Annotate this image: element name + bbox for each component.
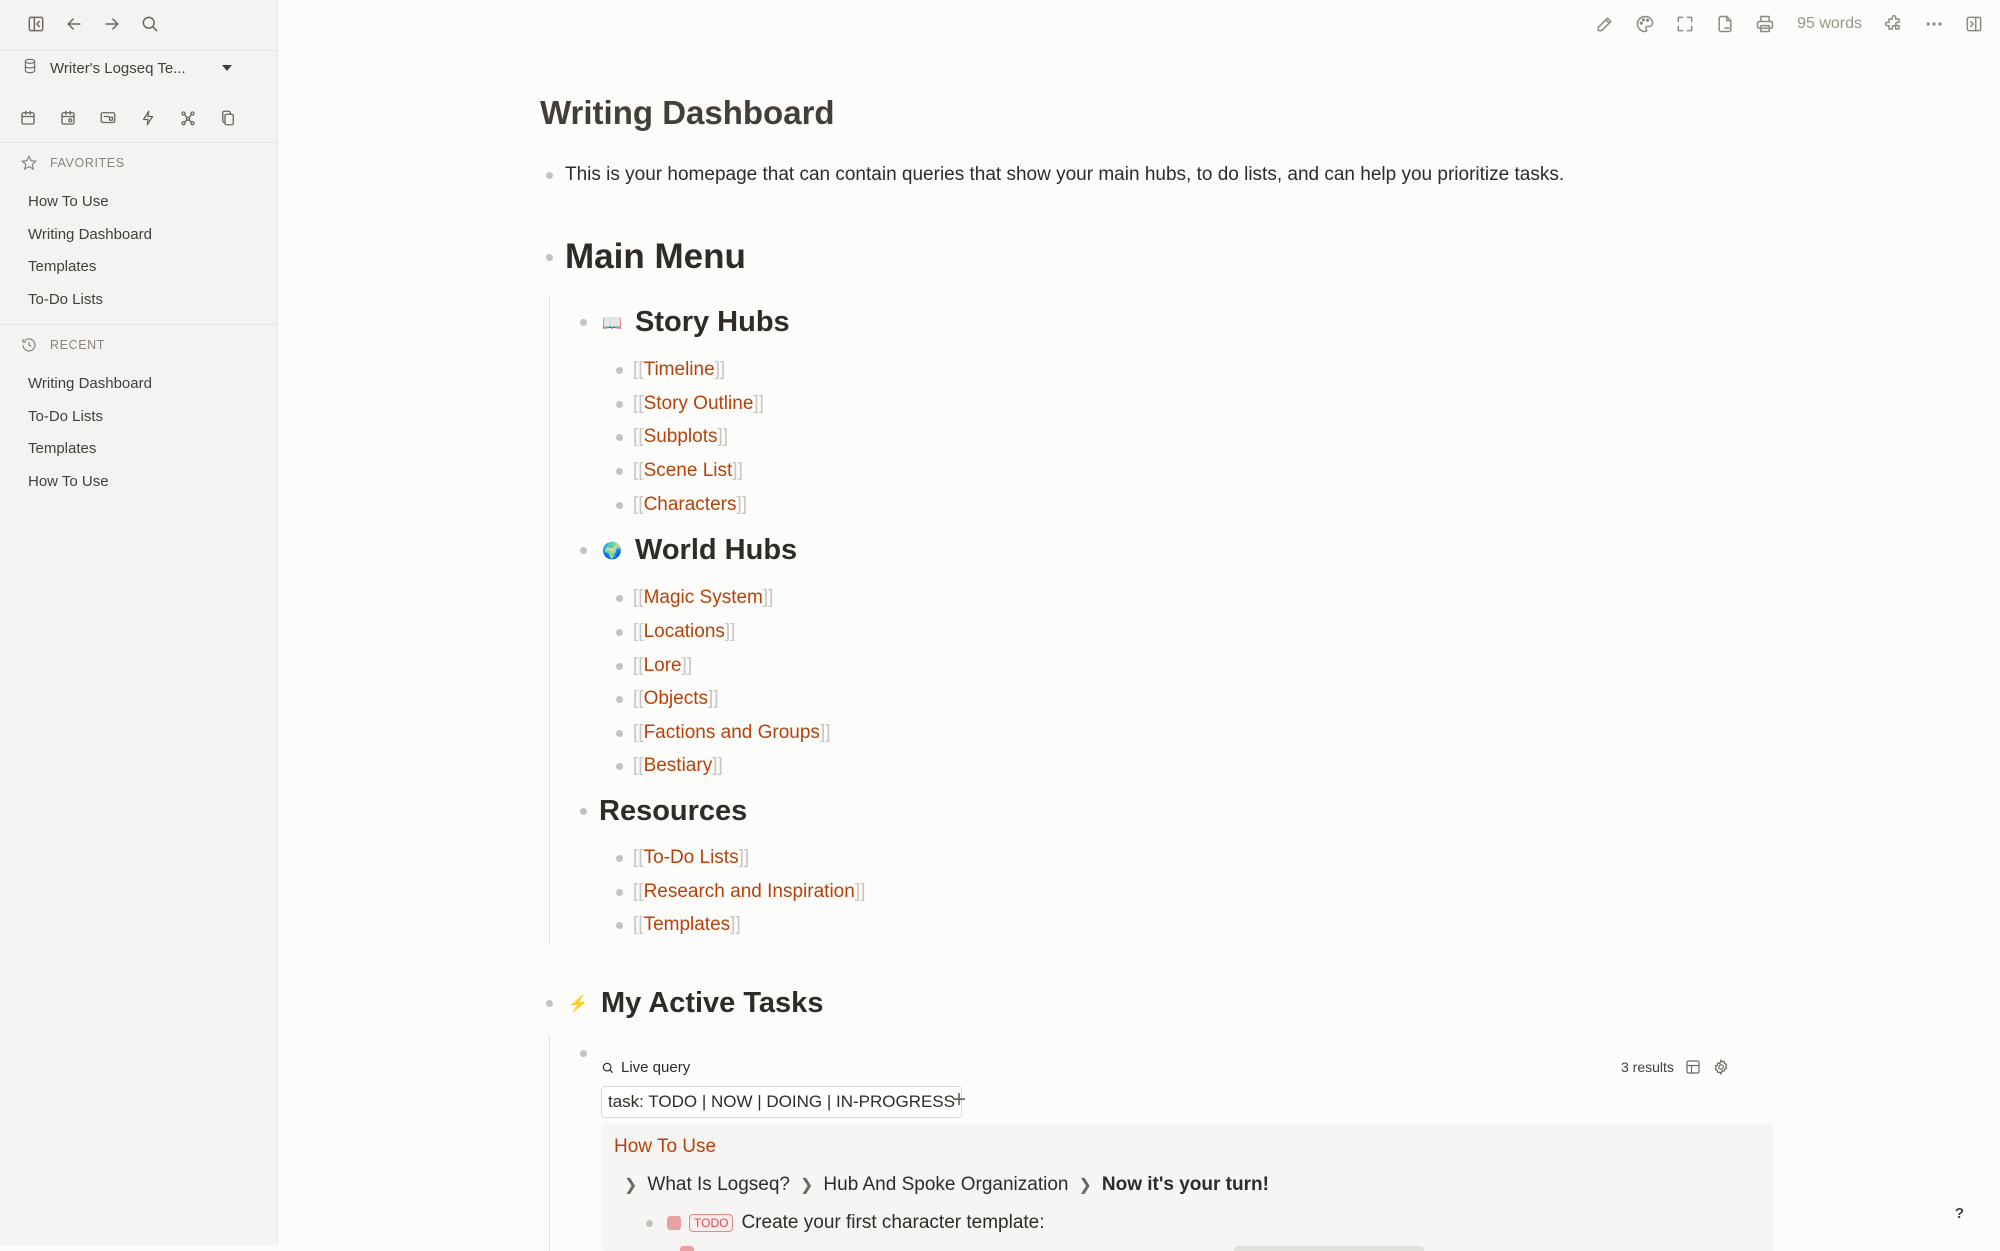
database-icon	[22, 58, 38, 78]
more-options-icon[interactable]	[1922, 10, 1946, 38]
page-link[interactable]: [[Timeline]]	[633, 359, 726, 380]
settings-gear-icon[interactable]	[1712, 1058, 1730, 1076]
recent-list	[28, 368, 152, 498]
toggle-sidebar-icon[interactable]	[24, 10, 48, 38]
recent-label: RECENT	[50, 338, 105, 352]
block-bullet[interactable]	[616, 730, 623, 737]
block-bullet[interactable]	[580, 547, 587, 554]
history-icon	[20, 336, 38, 354]
forward-arrow-icon[interactable]	[100, 10, 124, 38]
list-item	[616, 755, 723, 777]
block-bullet[interactable]	[616, 401, 623, 408]
favorite-item[interactable]: Templates	[28, 258, 97, 275]
chevron-right-icon[interactable]: ❯	[624, 1177, 638, 1194]
block-bullet[interactable]	[646, 1220, 653, 1227]
page-link[interactable]: [[Locations]]	[633, 621, 736, 642]
query-results-info	[1621, 1058, 1730, 1076]
story-hubs-block[interactable]	[580, 306, 790, 339]
block-bullet[interactable]	[580, 319, 587, 326]
list-item	[616, 655, 692, 677]
block-bullet[interactable]	[616, 367, 623, 374]
word-count: 95 words	[1797, 15, 1862, 32]
block-bullet[interactable]	[546, 254, 553, 261]
lightning-emoji-icon: ⚡	[568, 995, 588, 1013]
star-icon	[20, 154, 38, 172]
main-menu-heading: Main Menu	[565, 237, 746, 276]
list-item	[616, 722, 831, 744]
back-arrow-icon[interactable]	[62, 10, 86, 38]
globe-emoji-icon: 🌍	[602, 542, 622, 560]
main-menu-block[interactable]	[546, 237, 746, 277]
block-bullet[interactable]	[616, 696, 623, 703]
task-text[interactable]: Create your first character template:	[741, 1212, 1045, 1233]
page-ref[interactable]: Magic System	[643, 587, 763, 608]
code-snippet	[1234, 1246, 1424, 1251]
results-count: 3 results	[1621, 1059, 1674, 1075]
flashcards-bolt-icon[interactable]	[136, 104, 160, 132]
graph-name: Writer's Logseq Te...	[50, 59, 186, 77]
block-bullet[interactable]	[616, 855, 623, 862]
favorites-header[interactable]	[20, 154, 125, 172]
active-tasks-block[interactable]	[546, 987, 823, 1020]
block-bullet[interactable]	[616, 468, 623, 475]
recent-item[interactable]: Templates	[28, 440, 97, 457]
edit-pencil-icon[interactable]	[1593, 10, 1617, 38]
whiteboard-icon[interactable]	[96, 104, 120, 132]
page-link[interactable]: [[Story Outline]]	[633, 393, 764, 414]
graph-selector[interactable]	[22, 58, 232, 78]
recent-header[interactable]	[20, 336, 105, 354]
story-hubs-heading: Story Hubs	[635, 306, 790, 338]
resources-heading: Resources	[599, 795, 748, 827]
list-item	[616, 494, 747, 516]
world-hubs-block[interactable]	[580, 534, 797, 567]
list-item	[616, 688, 719, 710]
table-view-icon[interactable]	[1684, 1058, 1702, 1076]
block-bullet[interactable]	[616, 595, 623, 602]
page-ref[interactable]: Research and Inspiration	[643, 881, 855, 902]
block-bullet[interactable]	[616, 663, 623, 670]
result-page-ref[interactable]: How To Use	[614, 1136, 717, 1157]
page-link[interactable]: [[Characters]]	[633, 494, 748, 515]
indent-guide	[549, 296, 550, 944]
favorites-list	[28, 186, 152, 316]
add-filter-plus-icon[interactable]: +	[952, 1086, 967, 1113]
recent-item[interactable]: Writing Dashboard	[28, 375, 152, 392]
page-ref[interactable]: Locations	[643, 621, 725, 642]
world-hubs-heading: World Hubs	[635, 534, 798, 566]
page-title[interactable]: Writing Dashboard	[540, 94, 835, 131]
chevron-right-icon: ❯	[800, 1177, 814, 1194]
page-link[interactable]: [[Factions and Groups]]	[633, 722, 831, 743]
task-checkbox[interactable]	[667, 1216, 681, 1230]
plugins-puzzle-icon[interactable]	[1882, 10, 1906, 38]
list-item	[616, 881, 865, 903]
block-bullet[interactable]	[616, 889, 623, 896]
chevron-right-icon: ❯	[1078, 1177, 1092, 1194]
calendar-star-icon[interactable]	[56, 104, 80, 132]
search-icon[interactable]	[138, 10, 162, 38]
live-query-label: Live query	[621, 1059, 691, 1076]
page-ref[interactable]: Lore	[643, 655, 682, 676]
breadcrumb-current[interactable]: Now it's your turn!	[1101, 1174, 1269, 1195]
page-ref[interactable]: Subplots	[643, 426, 718, 447]
page-ref[interactable]: Scene List	[643, 460, 733, 481]
graph-view-icon[interactable]	[176, 104, 200, 132]
page-ref[interactable]: To-Do Lists	[643, 847, 739, 868]
recent-item[interactable]: To-Do Lists	[28, 407, 104, 425]
page-ref[interactable]: Bestiary	[643, 755, 713, 776]
sidebar-tools	[16, 104, 240, 132]
toggle-right-sidebar-icon[interactable]	[1962, 10, 1986, 38]
breadcrumb-item[interactable]: What Is Logseq?	[647, 1174, 790, 1195]
page-link[interactable]: [[Objects]]	[633, 688, 719, 709]
book-emoji-icon: 📖	[602, 314, 622, 332]
journals-calendar-icon[interactable]	[16, 104, 40, 132]
task-checkbox[interactable]	[680, 1246, 694, 1251]
task-row	[646, 1212, 1045, 1234]
block-bullet[interactable]	[580, 808, 587, 815]
list-item	[616, 587, 773, 609]
block-bullet[interactable]	[616, 502, 623, 509]
help-button[interactable]: ?	[1954, 1205, 1964, 1222]
list-item	[616, 914, 741, 936]
theme-palette-icon[interactable]	[1633, 10, 1657, 38]
cut-off-row	[660, 1244, 1770, 1251]
print-icon[interactable]	[1753, 10, 1777, 38]
all-pages-icon[interactable]	[216, 104, 240, 132]
live-query-header	[601, 1059, 690, 1076]
todo-badge[interactable]: TODO	[689, 1214, 733, 1232]
page-link[interactable]: [[Magic System]]	[633, 587, 774, 608]
page-toolbar	[1593, 10, 1986, 38]
recent-item[interactable]: How To Use	[28, 472, 109, 490]
block-bullet[interactable]	[616, 434, 623, 441]
breadcrumb-item[interactable]: Hub And Spoke Organization	[823, 1174, 1069, 1195]
favorite-item[interactable]: To-Do Lists	[28, 290, 104, 308]
page-link[interactable]: [[Subplots]]	[633, 426, 729, 447]
query-block[interactable]	[580, 1050, 587, 1057]
list-item	[616, 621, 735, 643]
sidebar-divider	[0, 324, 278, 325]
block-bullet[interactable]	[546, 172, 553, 179]
list-item	[616, 460, 743, 482]
list-item	[616, 359, 725, 381]
page-link[interactable]: [[Bestiary]]	[633, 755, 723, 776]
page-link[interactable]: [[Lore]]	[633, 655, 693, 676]
page-ref[interactable]: Objects	[643, 688, 708, 709]
search-icon	[601, 1061, 615, 1075]
page-ref[interactable]: Characters	[643, 494, 737, 515]
favorite-item[interactable]: Writing Dashboard	[28, 225, 152, 243]
page-ref[interactable]: Timeline	[643, 359, 715, 380]
block-bullet[interactable]	[616, 763, 623, 770]
sidebar-divider	[0, 142, 278, 143]
favorite-item[interactable]: How To Use	[28, 193, 109, 210]
block-bullet[interactable]	[546, 1000, 553, 1007]
page-ref[interactable]: Templates	[643, 914, 731, 935]
indent-guide	[549, 1036, 550, 1251]
block-bullet[interactable]	[580, 1050, 587, 1057]
active-tasks-heading: My Active Tasks	[601, 987, 824, 1019]
left-sidebar	[0, 0, 278, 1245]
page-link[interactable]: [[To-Do Lists]]	[633, 847, 750, 868]
page-link[interactable]: [[Scene List]]	[633, 460, 743, 481]
query-expression[interactable]: task: TODO | NOW | DOING | IN-PROGRESS	[601, 1086, 962, 1118]
block-bullet[interactable]	[616, 922, 623, 929]
intro-block[interactable]	[546, 164, 1564, 186]
sidebar-divider	[0, 50, 278, 51]
caret-down-icon[interactable]	[222, 65, 232, 71]
sidebar-top-nav	[24, 10, 162, 38]
intro-text: This is your homepage that can contain queries that show your main hubs, to do lists, and can help you prioritize tasks.	[565, 164, 1565, 185]
favorites-label: FAVORITES	[50, 156, 125, 170]
resources-block[interactable]	[580, 795, 747, 828]
fullscreen-icon[interactable]	[1673, 10, 1697, 38]
breadcrumb	[624, 1174, 1269, 1196]
page-ref[interactable]: Story Outline	[643, 393, 754, 414]
page-link[interactable]: [[Research and Inspiration]]	[633, 881, 866, 902]
page-link[interactable]: [[Templates]]	[633, 914, 741, 935]
list-item	[616, 847, 749, 869]
page-ref[interactable]: Factions and Groups	[643, 722, 820, 743]
list-item	[616, 426, 728, 448]
list-item	[616, 393, 764, 415]
export-file-icon[interactable]	[1713, 10, 1737, 38]
block-bullet[interactable]	[616, 629, 623, 636]
